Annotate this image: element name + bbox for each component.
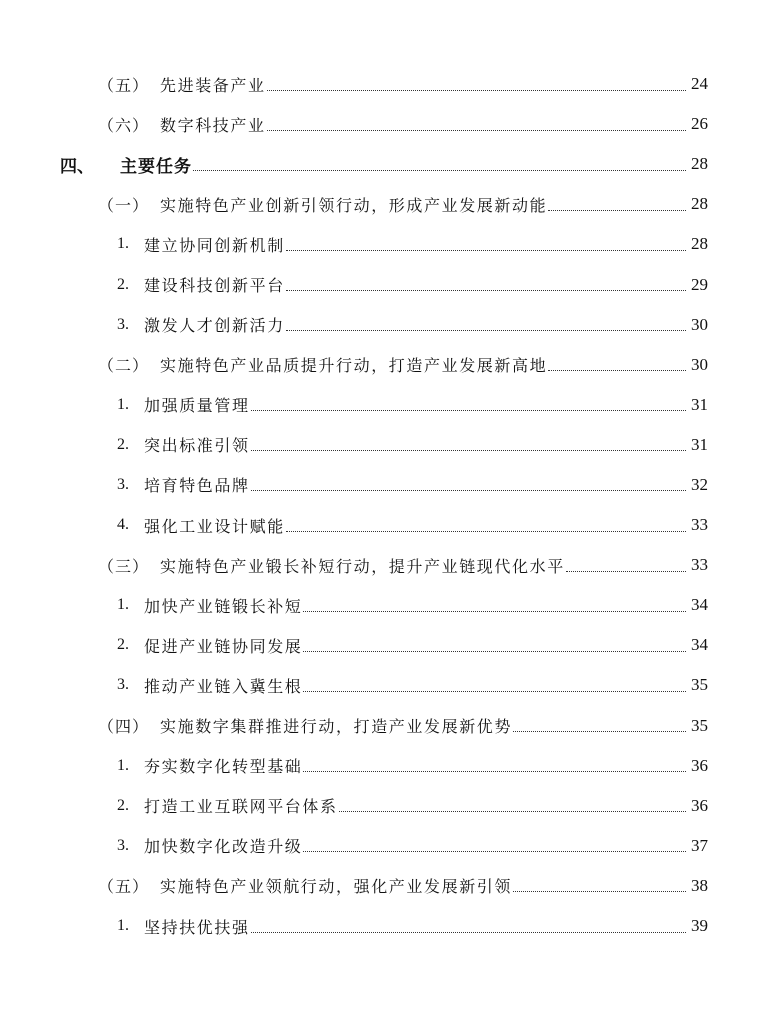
dot-leader — [513, 715, 686, 732]
dot-leader — [251, 474, 686, 491]
toc-entry-title: 实施特色产业创新引领行动，形成产业发展新动能 — [160, 195, 548, 215]
toc-entry-number: 1. — [117, 395, 129, 413]
toc-entry-number: 1. — [117, 917, 129, 935]
toc-entry-title: 加快产业链锻长补短 — [144, 596, 303, 616]
toc-entry-page-number: 37 — [691, 835, 708, 855]
toc-entry-title: 激发人才创新活力 — [144, 316, 285, 336]
toc-entry[interactable] — [0, 665, 762, 705]
dot-leader — [286, 274, 686, 291]
toc-entry[interactable] — [0, 224, 762, 264]
dot-leader — [513, 875, 686, 892]
toc-entry-page-number: 33 — [691, 515, 708, 535]
dot-leader — [251, 916, 686, 933]
toc-entry-page-number: 30 — [691, 314, 708, 334]
toc-entry[interactable] — [0, 104, 762, 144]
toc-entry[interactable] — [0, 866, 762, 906]
toc-entry-title: 强化工业设计赋能 — [144, 516, 285, 536]
toc-entry-title: 实施特色产业领航行动，强化产业发展新引领 — [160, 877, 513, 897]
toc-entry-page-number: 39 — [691, 916, 708, 936]
toc-entry-number: 3. — [117, 475, 129, 493]
toc-entry-page-number: 30 — [691, 354, 708, 374]
dot-leader — [251, 434, 686, 451]
toc-entry-title: 实施数字集群推进行动，打造产业发展新优势 — [160, 717, 513, 737]
toc-entry-title: 夯实数字化转型基础 — [144, 757, 303, 777]
toc-entry-page-number: 29 — [691, 274, 708, 294]
toc-entry[interactable] — [0, 625, 762, 665]
dot-leader — [339, 795, 686, 812]
toc-entry-title: 实施特色产业品质提升行动，打造产业发展新高地 — [160, 356, 548, 376]
dot-leader — [267, 114, 686, 131]
toc-entry-number: （六） — [98, 115, 150, 135]
dot-leader — [548, 194, 686, 211]
toc-entry-number: （四） — [98, 717, 150, 737]
toc-entry-number: 2. — [117, 435, 129, 453]
toc-entry-title: 主要任务 — [120, 156, 192, 177]
toc-entry-number: 1. — [117, 235, 129, 253]
toc-entry-page-number: 31 — [691, 434, 708, 454]
toc-entry-page-number: 36 — [691, 755, 708, 775]
dot-leader — [303, 635, 686, 652]
toc-entry-page-number: 36 — [691, 795, 708, 815]
toc-entry-number: 2. — [117, 275, 129, 293]
toc-entry[interactable] — [0, 425, 762, 465]
toc-entry-number: 2. — [117, 796, 129, 814]
toc-entry-number: （二） — [98, 356, 150, 376]
dot-leader — [286, 515, 686, 532]
toc-entry-page-number: 26 — [691, 114, 708, 134]
toc-entry-title: 打造工业互联网平台体系 — [144, 797, 338, 817]
toc-entry-title: 突出标准引领 — [144, 436, 250, 456]
dot-leader — [303, 675, 686, 692]
toc-entry-page-number: 34 — [691, 635, 708, 655]
toc-entry-page-number: 28 — [691, 154, 708, 174]
dot-leader — [286, 234, 686, 251]
toc-entry-page-number: 28 — [691, 194, 708, 214]
toc-entry-title: 数字科技产业 — [160, 115, 266, 135]
toc-entry-number: 1. — [117, 756, 129, 774]
dot-leader — [193, 154, 686, 171]
toc-entry-page-number: 24 — [691, 74, 708, 94]
toc-entry-number: 4. — [117, 516, 129, 534]
toc-entry-page-number: 32 — [691, 474, 708, 494]
toc-entry-page-number: 31 — [691, 394, 708, 414]
toc-entry-title: 培育特色品牌 — [144, 476, 250, 496]
dot-leader — [267, 74, 686, 91]
dot-leader — [303, 755, 686, 772]
toc-entry[interactable] — [0, 184, 762, 224]
toc-entry[interactable] — [0, 64, 762, 104]
toc-entry[interactable] — [0, 746, 762, 786]
toc-entry-page-number: 38 — [691, 875, 708, 895]
toc-entry-title: 坚持扶优扶强 — [144, 917, 250, 937]
toc-entry-number: 2. — [117, 636, 129, 654]
toc-entry-title: 加强质量管理 — [144, 396, 250, 416]
toc-entry-page-number: 33 — [691, 555, 708, 575]
toc-entry-page-number: 35 — [691, 675, 708, 695]
toc-entry-number: 3. — [117, 676, 129, 694]
toc-entry-title: 加快数字化改造升级 — [144, 837, 303, 857]
toc-entry[interactable] — [0, 465, 762, 505]
toc-entry[interactable] — [0, 144, 762, 184]
toc-entry-page-number: 35 — [691, 715, 708, 735]
toc-entry-title: 建设科技创新平台 — [144, 276, 285, 296]
toc-entry[interactable] — [0, 786, 762, 826]
toc-entry-page-number: 28 — [691, 234, 708, 254]
toc-entry-title: 促进产业链协同发展 — [144, 636, 303, 656]
dot-leader — [303, 595, 686, 612]
toc-entry-title: 实施特色产业锻长补短行动，提升产业链现代化水平 — [160, 556, 565, 576]
toc-entry[interactable] — [0, 826, 762, 866]
toc-entry-number: （五） — [98, 877, 150, 897]
toc-entry[interactable] — [0, 305, 762, 345]
toc-entry[interactable] — [0, 345, 762, 385]
toc-entry[interactable] — [0, 906, 762, 946]
dot-leader — [251, 394, 686, 411]
toc-entry-title: 建立协同创新机制 — [144, 235, 285, 255]
dot-leader — [548, 354, 686, 371]
toc-entry-title: 先进装备产业 — [160, 75, 266, 95]
toc-entry-title: 推动产业链入冀生根 — [144, 676, 303, 696]
dot-leader — [566, 555, 686, 572]
toc-entry-number: （三） — [98, 556, 150, 576]
dot-leader — [286, 314, 686, 331]
toc-entry-number: 3. — [117, 315, 129, 333]
toc-entry[interactable] — [0, 706, 762, 746]
toc-entry[interactable] — [0, 385, 762, 425]
toc-entry-number: 3. — [117, 836, 129, 854]
toc-entry-number: （一） — [98, 195, 150, 215]
toc-entry[interactable] — [0, 264, 762, 304]
toc-entry[interactable] — [0, 545, 762, 585]
toc-entry[interactable] — [0, 505, 762, 545]
table-of-contents — [0, 64, 762, 946]
dot-leader — [303, 835, 686, 852]
toc-entry-number: 1. — [117, 596, 129, 614]
toc-entry-number: 四、 — [60, 156, 94, 177]
toc-entry-page-number: 34 — [691, 595, 708, 615]
toc-entry-number: （五） — [98, 75, 150, 95]
toc-entry[interactable] — [0, 585, 762, 625]
